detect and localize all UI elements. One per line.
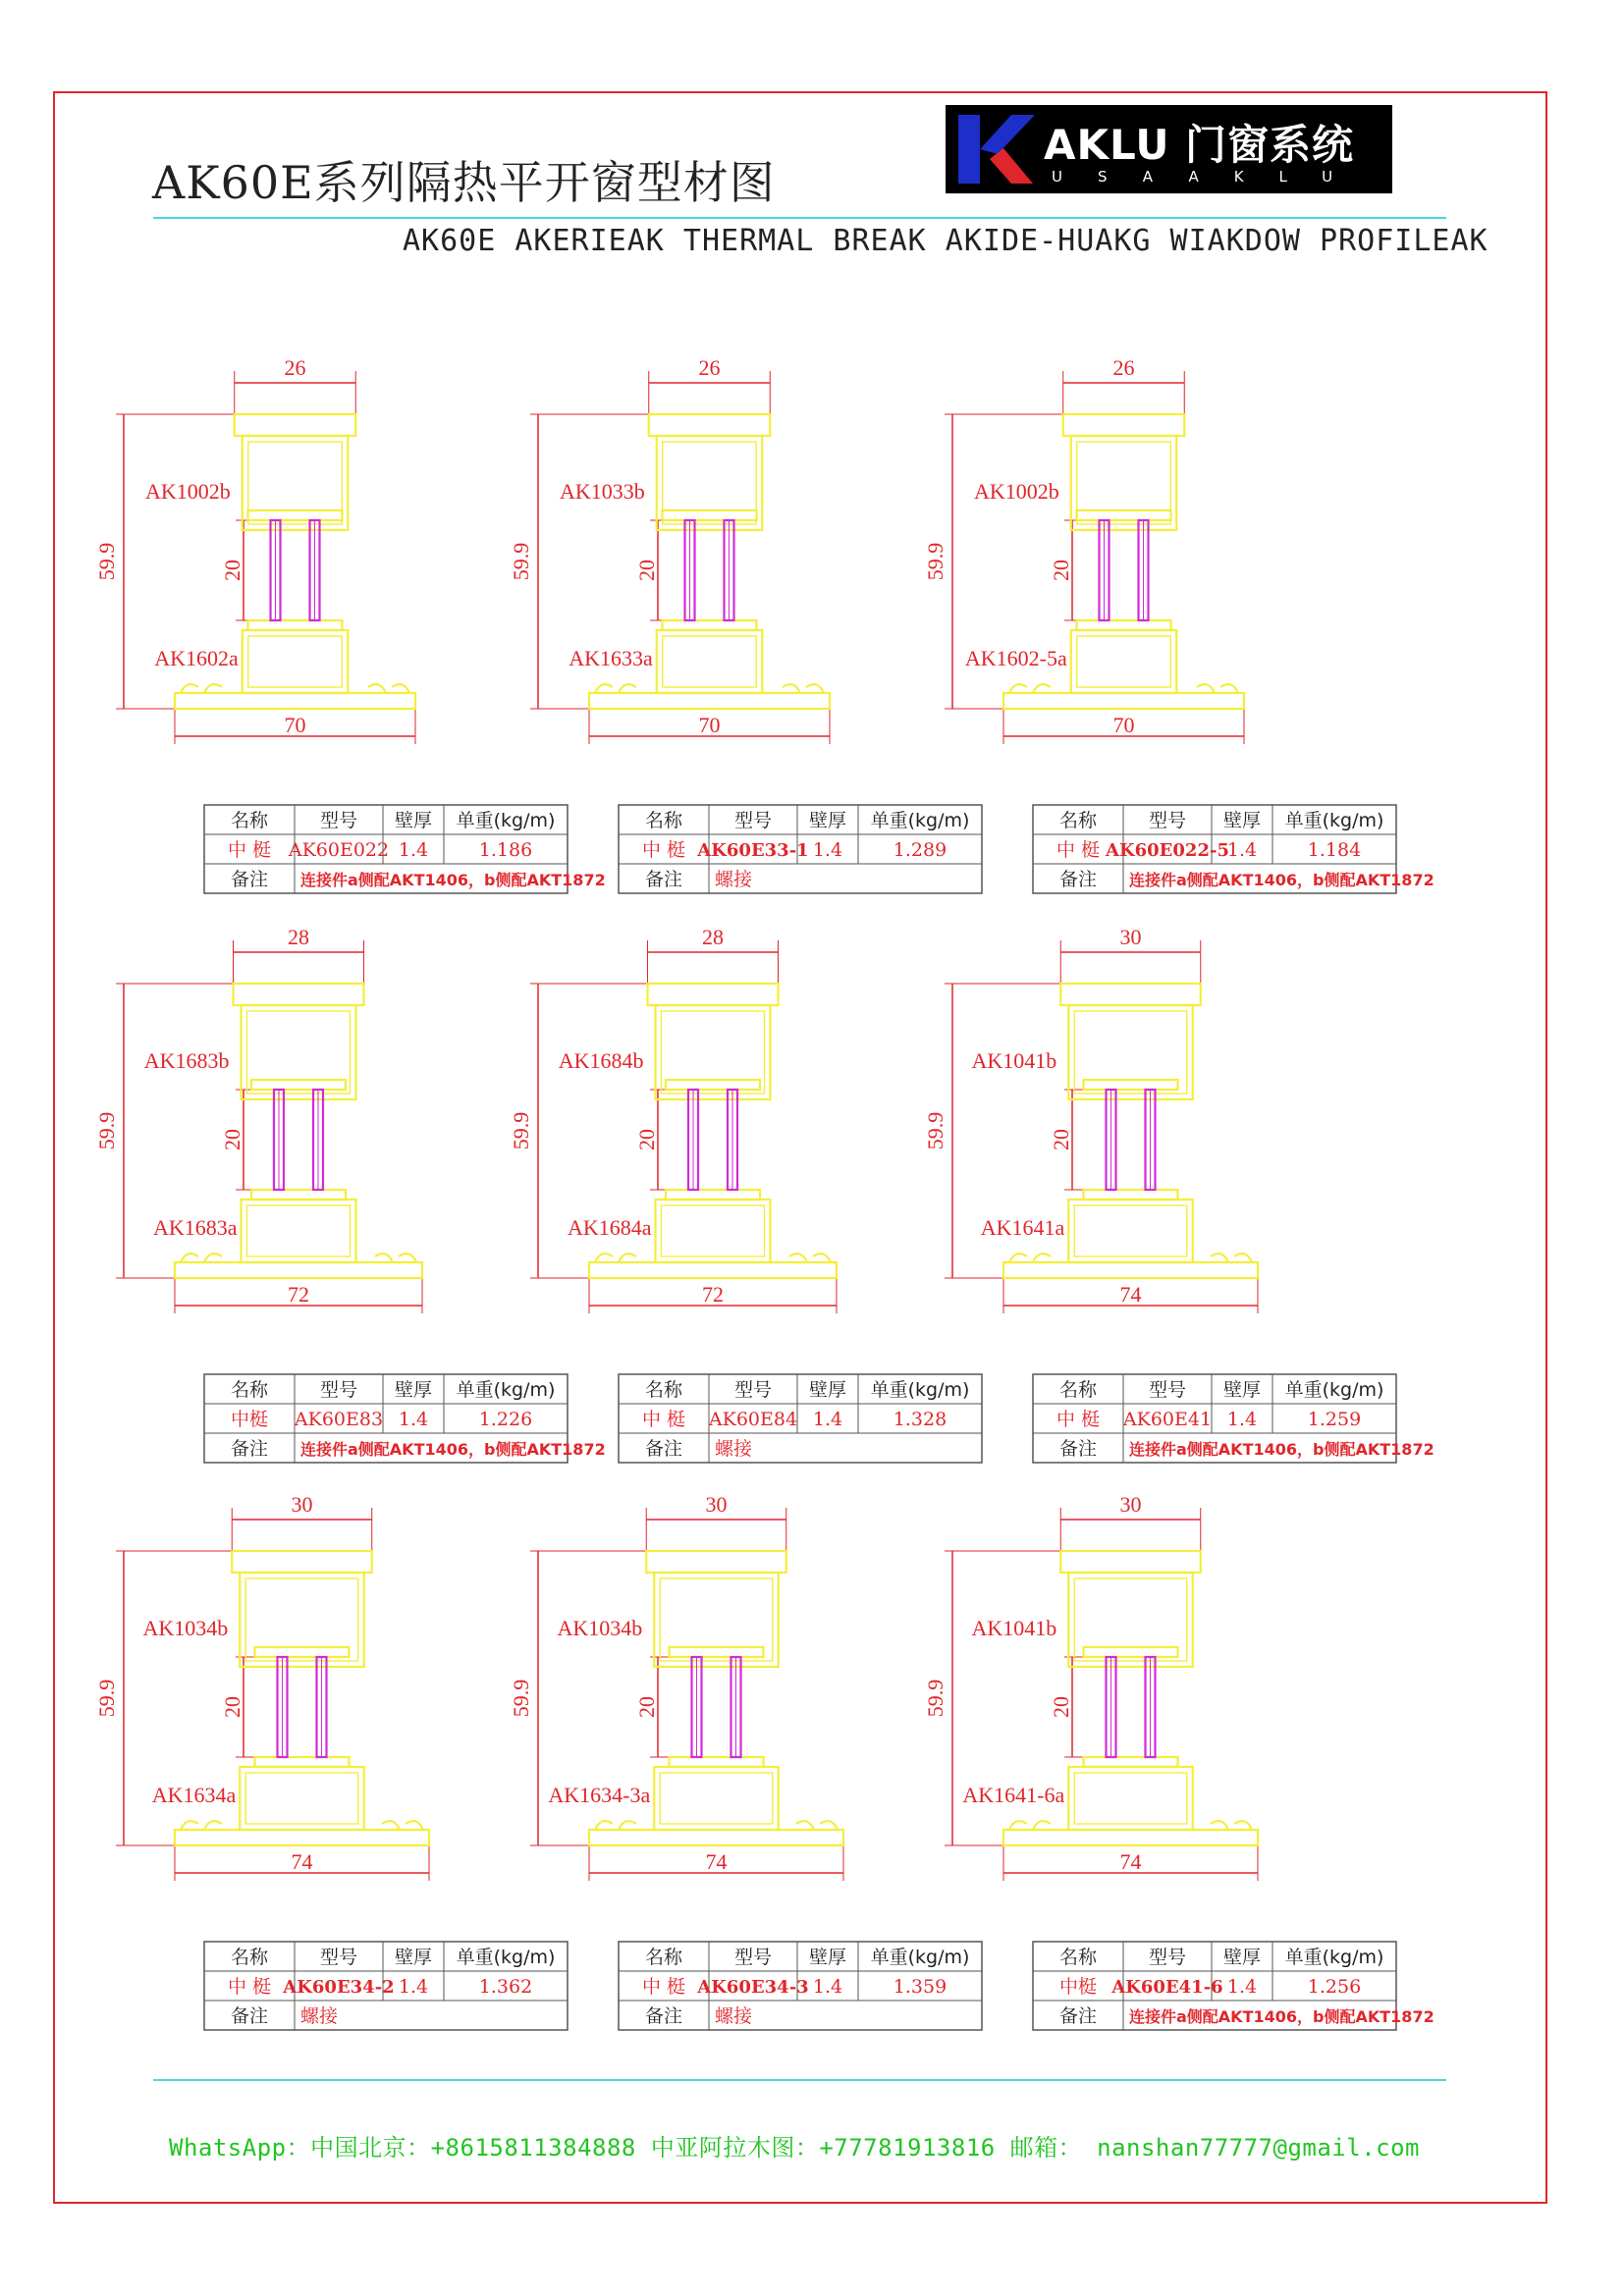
profile-top-label: AK1033b <box>559 479 645 504</box>
profile-upper-hook <box>248 510 343 520</box>
profile-upper-inner <box>248 442 343 524</box>
spec-header: 型号 <box>319 1947 358 1968</box>
dim-bottom-width: 70 <box>698 713 721 737</box>
contact-footer: WhatsApp：中国北京：+8615811384888 中亚阿拉木图：+77781913816 邮箱： nanshan77777@gmail.com <box>169 2134 1421 2162</box>
profile-lower-inner <box>248 636 343 687</box>
spec-header: 单重(kg/m) <box>870 1379 970 1401</box>
profile-panel <box>94 355 606 893</box>
profile-lower-hook <box>248 620 343 630</box>
profile-upper-inner <box>662 1011 765 1094</box>
profile-upper-chamber <box>656 1005 771 1099</box>
spec-header: 型号 <box>319 1379 358 1401</box>
profile-upper-chamber <box>243 436 349 530</box>
spec-value: AK60E022-5 <box>1106 840 1229 861</box>
spec-value: 1.4 <box>812 839 843 861</box>
profile-bottom-label: AK1633a <box>568 646 653 670</box>
profile-lower-hook <box>251 1190 346 1200</box>
spec-value: 1.4 <box>398 1409 429 1430</box>
profile-upper-hook <box>1077 510 1171 520</box>
profile-lower-inner <box>662 1205 765 1256</box>
profile-bottom-label: AK1634a <box>151 1783 237 1807</box>
profile-base-clips <box>619 1821 814 1830</box>
profile-bottom-label: AK1641a <box>980 1215 1065 1240</box>
spec-table <box>619 805 982 893</box>
logo-subtext: USAAKLU <box>1052 168 1369 186</box>
dim-bottom-width: 70 <box>284 713 306 737</box>
dim-top-width: 26 <box>1112 355 1135 380</box>
profile-top-label: AK1684b <box>558 1048 644 1073</box>
spec-header: 名称 <box>1058 1947 1098 1968</box>
profile-panel <box>923 925 1435 1463</box>
profile-lower-chamber <box>1068 1767 1193 1830</box>
profile-lower-chamber <box>656 1200 771 1262</box>
spec-remark: 连接件a侧配AKT1406，b侧配AKT1872 <box>1129 871 1435 889</box>
spec-value: 1.4 <box>812 1976 843 1998</box>
spec-value: AK60E84 <box>708 1409 798 1430</box>
spec-header: 备注 <box>1058 2005 1098 2027</box>
dim-gap: 20 <box>634 1696 659 1718</box>
spec-header: 备注 <box>230 1438 269 1460</box>
spec-table <box>204 1374 606 1463</box>
spec-value: 中 梃 <box>227 1976 272 1998</box>
profile-lower-hook <box>663 620 757 630</box>
profile-base-clips <box>181 1254 416 1262</box>
spec-header: 壁厚 <box>808 1379 847 1401</box>
spec-header: 单重(kg/m) <box>456 810 556 831</box>
dim-top-width: 30 <box>705 1492 728 1517</box>
spec-header: 单重(kg/m) <box>1284 1947 1384 1968</box>
dim-bottom-width: 72 <box>288 1282 309 1307</box>
profile-lower-chamber <box>1068 1200 1193 1262</box>
profile-lower-inner <box>660 1773 773 1824</box>
spec-value: AK60E41-6 <box>1111 1977 1223 1998</box>
spec-header: 壁厚 <box>1222 1379 1262 1401</box>
dim-bottom-width: 74 <box>291 1849 313 1874</box>
spec-header: 单重(kg/m) <box>456 1379 556 1401</box>
profile-base <box>589 1262 837 1278</box>
profile-base-clips <box>619 684 800 693</box>
profile-upper-chamber <box>654 1573 779 1667</box>
spec-remark: 连接件a侧配AKT1406，b侧配AKT1872 <box>1129 1440 1435 1459</box>
profile-top-label: AK1002b <box>144 479 231 504</box>
spec-value: 1.259 <box>1307 1409 1362 1430</box>
spec-header: 备注 <box>230 2005 269 2027</box>
spec-table <box>619 1942 982 2030</box>
spec-value: 中 梃 <box>641 839 686 861</box>
profile-panel <box>94 1492 568 2030</box>
profile-base-clips <box>204 1254 393 1262</box>
profile-panel <box>923 355 1435 893</box>
profile-bottom-label: AK1634-3a <box>548 1783 651 1807</box>
spec-value: 1.4 <box>1226 1976 1258 1998</box>
spec-value: 1.359 <box>893 1976 947 1998</box>
spec-header: 壁厚 <box>1222 810 1262 831</box>
spec-value: 1.184 <box>1307 839 1362 861</box>
spec-value: 1.4 <box>1226 839 1258 861</box>
dim-height: 59.9 <box>94 542 119 581</box>
dim-top-width: 26 <box>284 355 306 380</box>
profile-top-label: AK1034b <box>557 1616 643 1640</box>
profile-upper-inner <box>247 1011 351 1094</box>
spec-table <box>204 1942 568 2030</box>
profile-upper-inner <box>1077 442 1171 524</box>
profile-base-clips <box>595 684 824 693</box>
spec-value: 1.256 <box>1307 1976 1362 1998</box>
spec-header: 名称 <box>230 810 269 831</box>
spec-header: 型号 <box>1148 1379 1187 1401</box>
profile-panel <box>509 1492 982 2030</box>
profile-upper-inner <box>663 442 757 524</box>
profile-upper-chamber <box>1068 1005 1193 1099</box>
profile-upper-hook <box>663 510 757 520</box>
spec-value: AK60E83 <box>294 1409 384 1430</box>
profile-top-lip <box>234 984 364 1005</box>
spec-table <box>1033 805 1435 893</box>
profile-lower-chamber <box>1071 630 1177 693</box>
spec-value: 1.289 <box>893 839 947 861</box>
dim-top-width: 28 <box>288 925 309 949</box>
spec-value: 中 梃 <box>1056 839 1101 861</box>
spec-header: 壁厚 <box>394 1947 433 1968</box>
profile-base <box>175 1262 422 1278</box>
profile-base-clips <box>595 1254 831 1262</box>
profile-lower-inner <box>663 636 757 687</box>
spec-table <box>1033 1942 1435 2030</box>
profile-lower-inner <box>1074 1205 1187 1256</box>
spec-value: 1.4 <box>1226 1409 1258 1430</box>
profile-lower-hook <box>255 1757 350 1767</box>
spec-value: 1.328 <box>893 1409 947 1430</box>
spec-remark: 螺接 <box>715 869 753 890</box>
dim-gap: 20 <box>1049 1129 1073 1150</box>
spec-header: 名称 <box>644 810 683 831</box>
profile-upper-hook <box>670 1647 764 1657</box>
dim-gap: 20 <box>634 1129 659 1150</box>
profile-top-lip <box>1060 984 1201 1005</box>
spec-header: 备注 <box>644 2005 683 2027</box>
spec-remark: 连接件a侧配AKT1406，b侧配AKT1872 <box>1129 2007 1435 2026</box>
spec-value: AK60E022 <box>288 839 390 861</box>
spec-remark: 螺接 <box>715 1438 753 1460</box>
spec-header: 壁厚 <box>394 810 433 831</box>
profile-upper-chamber <box>242 1005 356 1099</box>
profile-base <box>175 693 415 709</box>
profile-top-label: AK1002b <box>973 479 1059 504</box>
spec-header: 名称 <box>644 1947 683 1968</box>
profile-base-clips <box>1009 684 1238 693</box>
profile-upper-inner <box>660 1578 773 1661</box>
spec-header: 名称 <box>1058 810 1098 831</box>
profile-panel <box>923 1492 1435 2030</box>
profile-lower-chamber <box>243 630 349 693</box>
dim-height: 59.9 <box>509 1679 533 1718</box>
profile-top-lip <box>235 414 356 436</box>
dim-height: 59.9 <box>509 542 533 581</box>
profile-top-lip <box>646 1551 786 1573</box>
dim-top-width: 26 <box>698 355 721 380</box>
profile-lower-chamber <box>242 1200 356 1262</box>
dim-bottom-width: 74 <box>1119 1282 1142 1307</box>
dim-height: 59.9 <box>94 1111 119 1150</box>
profile-lower-hook <box>1077 620 1171 630</box>
dim-gap: 20 <box>1049 560 1073 581</box>
dim-top-width: 30 <box>1119 1492 1142 1517</box>
profile-base <box>1003 1830 1258 1845</box>
profile-top-label: AK1683b <box>143 1048 230 1073</box>
spec-table <box>1033 1374 1435 1463</box>
spec-table <box>204 805 606 893</box>
profile-top-lip <box>1060 1551 1201 1573</box>
spec-header: 型号 <box>733 1379 773 1401</box>
profile-bottom-label: AK1641-6a <box>962 1783 1065 1807</box>
profile-base-clips <box>1033 1821 1228 1830</box>
spec-value: 1.226 <box>478 1409 533 1430</box>
profile-base <box>1003 693 1244 709</box>
spec-remark: 螺接 <box>715 2005 753 2027</box>
dim-top-width: 30 <box>1119 925 1142 949</box>
profile-base-clips <box>181 684 409 693</box>
dim-gap: 20 <box>220 1696 244 1718</box>
profile-lower-chamber <box>654 1767 779 1830</box>
profile-top-lip <box>649 414 771 436</box>
spec-value: 中 梃 <box>1056 1409 1101 1430</box>
profile-lower-hook <box>1084 1190 1178 1200</box>
spec-remark: 螺接 <box>300 2005 339 2027</box>
spec-header: 备注 <box>644 1438 683 1460</box>
spec-value: AK60E34-2 <box>283 1977 395 1998</box>
dim-bottom-width: 72 <box>702 1282 724 1307</box>
profile-upper-inner <box>245 1578 358 1661</box>
profile-lower-chamber <box>240 1767 364 1830</box>
spec-header: 型号 <box>733 810 773 831</box>
profile-top-label: AK1041b <box>971 1048 1057 1073</box>
profile-upper-hook <box>255 1647 350 1657</box>
logo-name: AKLU 门窗系统 <box>1044 121 1355 169</box>
profile-panel <box>509 925 982 1463</box>
spec-header: 名称 <box>230 1379 269 1401</box>
spec-value: AK60E34-3 <box>697 1977 809 1998</box>
profile-top-lip <box>232 1551 372 1573</box>
spec-remark: 连接件a侧配AKT1406，b侧配AKT1872 <box>300 871 606 889</box>
profile-base-clips <box>1033 684 1215 693</box>
spec-remark: 连接件a侧配AKT1406，b侧配AKT1872 <box>300 1440 606 1459</box>
spec-header: 型号 <box>319 810 358 831</box>
spec-value: 中梃 <box>230 1409 269 1430</box>
dim-gap: 20 <box>220 560 244 581</box>
spec-value: 1.4 <box>398 839 429 861</box>
profile-base-clips <box>204 1821 400 1830</box>
profile-top-lip <box>1063 414 1185 436</box>
spec-header: 备注 <box>230 869 269 890</box>
profile-lower-inner <box>1077 636 1171 687</box>
profile-upper-hook <box>1084 1080 1178 1090</box>
dim-height: 59.9 <box>94 1679 119 1718</box>
spec-header: 单重(kg/m) <box>870 1947 970 1968</box>
profile-upper-hook <box>251 1080 346 1090</box>
spec-header: 名称 <box>644 1379 683 1401</box>
spec-header: 备注 <box>1058 1438 1098 1460</box>
profile-base-clips <box>619 1254 807 1262</box>
profile-bottom-label: AK1602a <box>154 646 239 670</box>
spec-header: 单重(kg/m) <box>456 1947 556 1968</box>
dim-gap: 20 <box>634 560 659 581</box>
spec-header: 壁厚 <box>394 1379 433 1401</box>
spec-header: 壁厚 <box>1222 1947 1262 1968</box>
spec-value: 1.4 <box>398 1976 429 1998</box>
profile-lower-chamber <box>657 630 763 693</box>
profile-panel <box>94 925 606 1463</box>
profile-top-label: AK1041b <box>971 1616 1057 1640</box>
spec-table <box>619 1374 982 1463</box>
dim-gap: 20 <box>1049 1696 1073 1718</box>
dim-bottom-width: 74 <box>1119 1849 1142 1874</box>
dim-top-width: 30 <box>291 1492 313 1517</box>
page-subtitle: AK60E AKERIEAK THERMAL BREAK AKIDE-HUAKG WIAKDOW PROFILEAK <box>403 224 1489 258</box>
profile-bottom-label: AK1602-5a <box>964 646 1067 670</box>
profile-upper-chamber <box>1071 436 1177 530</box>
profile-base <box>1003 1262 1258 1278</box>
profile-top-lip <box>648 984 779 1005</box>
profile-upper-hook <box>1084 1647 1178 1657</box>
spec-header: 单重(kg/m) <box>870 810 970 831</box>
spec-value: 中 梃 <box>641 1409 686 1430</box>
profile-bottom-label: AK1684a <box>567 1215 652 1240</box>
profile-bottom-label: AK1683a <box>152 1215 238 1240</box>
spec-header: 单重(kg/m) <box>1284 1379 1384 1401</box>
dim-height: 59.9 <box>923 1111 947 1150</box>
dim-bottom-width: 70 <box>1112 713 1135 737</box>
spec-header: 名称 <box>230 1947 269 1968</box>
spec-header: 单重(kg/m) <box>1284 810 1384 831</box>
spec-value: 中 梃 <box>641 1976 686 1998</box>
dim-height: 59.9 <box>509 1111 533 1150</box>
profile-upper-chamber <box>240 1573 364 1667</box>
spec-header: 型号 <box>733 1947 773 1968</box>
spec-header: 壁厚 <box>808 810 847 831</box>
profile-base <box>175 1830 429 1845</box>
profile-upper-hook <box>666 1080 760 1090</box>
spec-value: 1.4 <box>812 1409 843 1430</box>
dim-height: 59.9 <box>923 542 947 581</box>
footer-rule <box>153 2079 1446 2081</box>
dim-height: 59.9 <box>923 1679 947 1718</box>
spec-header: 备注 <box>1058 869 1098 890</box>
spec-header: 型号 <box>1148 1947 1187 1968</box>
spec-value: AK60E41 <box>1122 1409 1213 1430</box>
profile-base-clips <box>1033 1254 1228 1262</box>
spec-header: 名称 <box>1058 1379 1098 1401</box>
spec-value: AK60E33-1 <box>697 840 809 861</box>
profile-lower-hook <box>670 1757 764 1767</box>
profile-upper-chamber <box>1068 1573 1193 1667</box>
profile-top-label: AK1034b <box>142 1616 229 1640</box>
dim-top-width: 28 <box>702 925 724 949</box>
dim-bottom-width: 74 <box>705 1849 728 1874</box>
spec-value: 1.362 <box>478 1976 533 1998</box>
profile-panel <box>509 355 982 893</box>
profile-lower-inner <box>247 1205 351 1256</box>
profile-lower-inner <box>245 1773 358 1824</box>
profile-base <box>589 693 830 709</box>
profile-lower-hook <box>666 1190 760 1200</box>
page-title: AK60E系列隔热平开窗型材图 <box>152 156 776 209</box>
profile-upper-inner <box>1074 1011 1187 1094</box>
profile-base-clips <box>204 684 386 693</box>
spec-value: 1.186 <box>478 839 533 861</box>
spec-header: 型号 <box>1148 810 1187 831</box>
spec-header: 备注 <box>644 869 683 890</box>
spec-header: 壁厚 <box>808 1947 847 1968</box>
profile-upper-inner <box>1074 1578 1187 1661</box>
profile-upper-chamber <box>657 436 763 530</box>
profile-lower-inner <box>1074 1773 1187 1824</box>
spec-value: 中 梃 <box>227 839 272 861</box>
spec-value: 中梃 <box>1058 1976 1098 1998</box>
dim-gap: 20 <box>220 1129 244 1150</box>
profile-base <box>589 1830 843 1845</box>
profile-lower-hook <box>1084 1757 1178 1767</box>
